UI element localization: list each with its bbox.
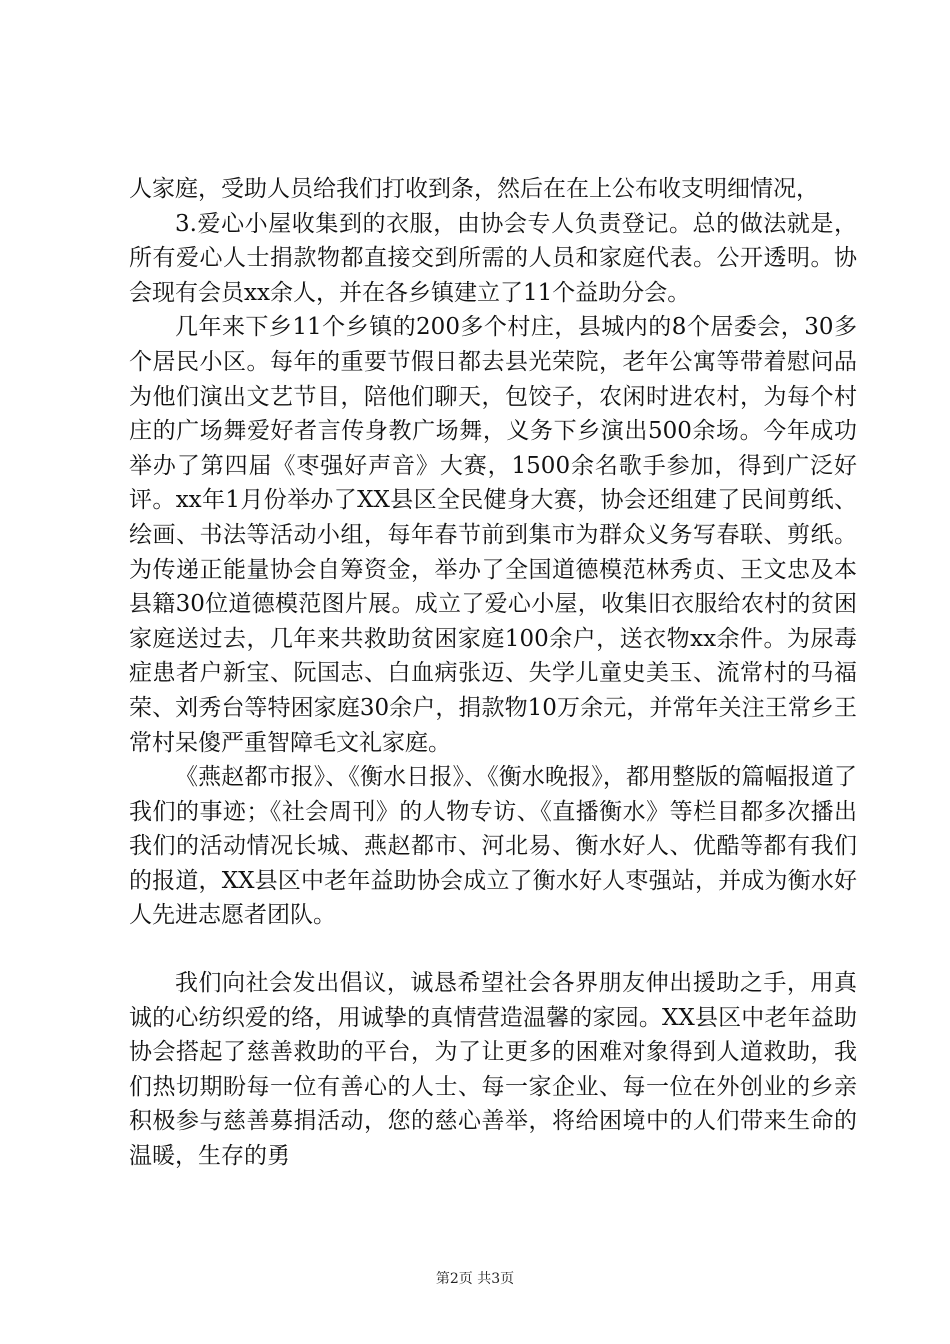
- paragraph-activities: 几年来下乡11个乡镇的200多个村庄，县城内的8个居委会，30多个居民小区。每年的重要节假日都去县光荣院，老年公寓等带着慰问品为他们演出文艺节目，陪他们聊天，包饺子，农闲时进农村，为每个村庄的广场舞爱好者言传身教广场舞，义务下乡演出500余场。今年成功举办了第四届《枣强好声音》大赛，1500余名歌手参加，得到广泛好评。xx年1月份举办了XX县区全民健身大赛，协会还组建了民间剪纸、绘画、书法等活动小组，每年春节前到集市为群众义务写春联、剪纸。为传递正能量协会自筹资金，举办了全国道德模范林秀贞、王文忠及本县籍30位道德模范图片展。成立了爱心小屋，收集旧衣服给农村的贫困家庭送过去，几年来共救助贫困家庭100余户，送衣物xx余件。为尿毒症患者户新宝、阮国志、白血病张迈、失学儿童史美玉、流常村的马福荣、刘秀台等特困家庭30余户，捐款物10万余元，并常年关注王常乡王常村呆傻严重智障毛文礼家庭。: [129, 314, 857, 756]
- document-body: [129, 172, 857, 1174]
- paragraph-appeal: 我们向社会发出倡议，诚恳希望社会各界朋友伸出援助之手，用真诚的心纺织爱的络，用诚挚的真情营造温馨的家园。XX县区中老年益助协会搭起了慈善救助的平台，为了让更多的困难对象得到人道救助，我们热切期盼每一位有善心的人士、每一家企业、每一位在外创业的乡亲积极参与慈善募捐活动，您的慈心善举，将给困境中的人们带来生命的温暖，生存的勇: [129, 970, 857, 1170]
- paragraph-media-coverage: 《燕赵都市报》、《衡水日报》、《衡水晚报》，都用整版的篇幅报道了我们的事迹；《社会周刊》的人物专访、《直播衡水》等栏目都多次播出我们的活动情况长城、燕赵都市、河北易、衡水好人、优酷等都有我们的报道，XX县区中老年益助协会成立了衡水好人枣强站，并成为衡水好人先进志愿者团队。: [129, 764, 857, 929]
- page-number-footer: 第2页 共3页: [435, 1271, 515, 1287]
- paragraph-clothing-registration: 3.爱心小屋收集到的衣服，由协会专人负责登记。总的做法就是，所有爱心人士捐款物都直接交到所需的人员和家庭代表。公开透明。协会现有会员xx余人，并在各乡镇建立了11个益助分会。: [129, 210, 857, 306]
- paragraph-continuation: 人家庭，受助人员给我们打收到条，然后在在上公布收支明细情况，: [129, 176, 819, 202]
